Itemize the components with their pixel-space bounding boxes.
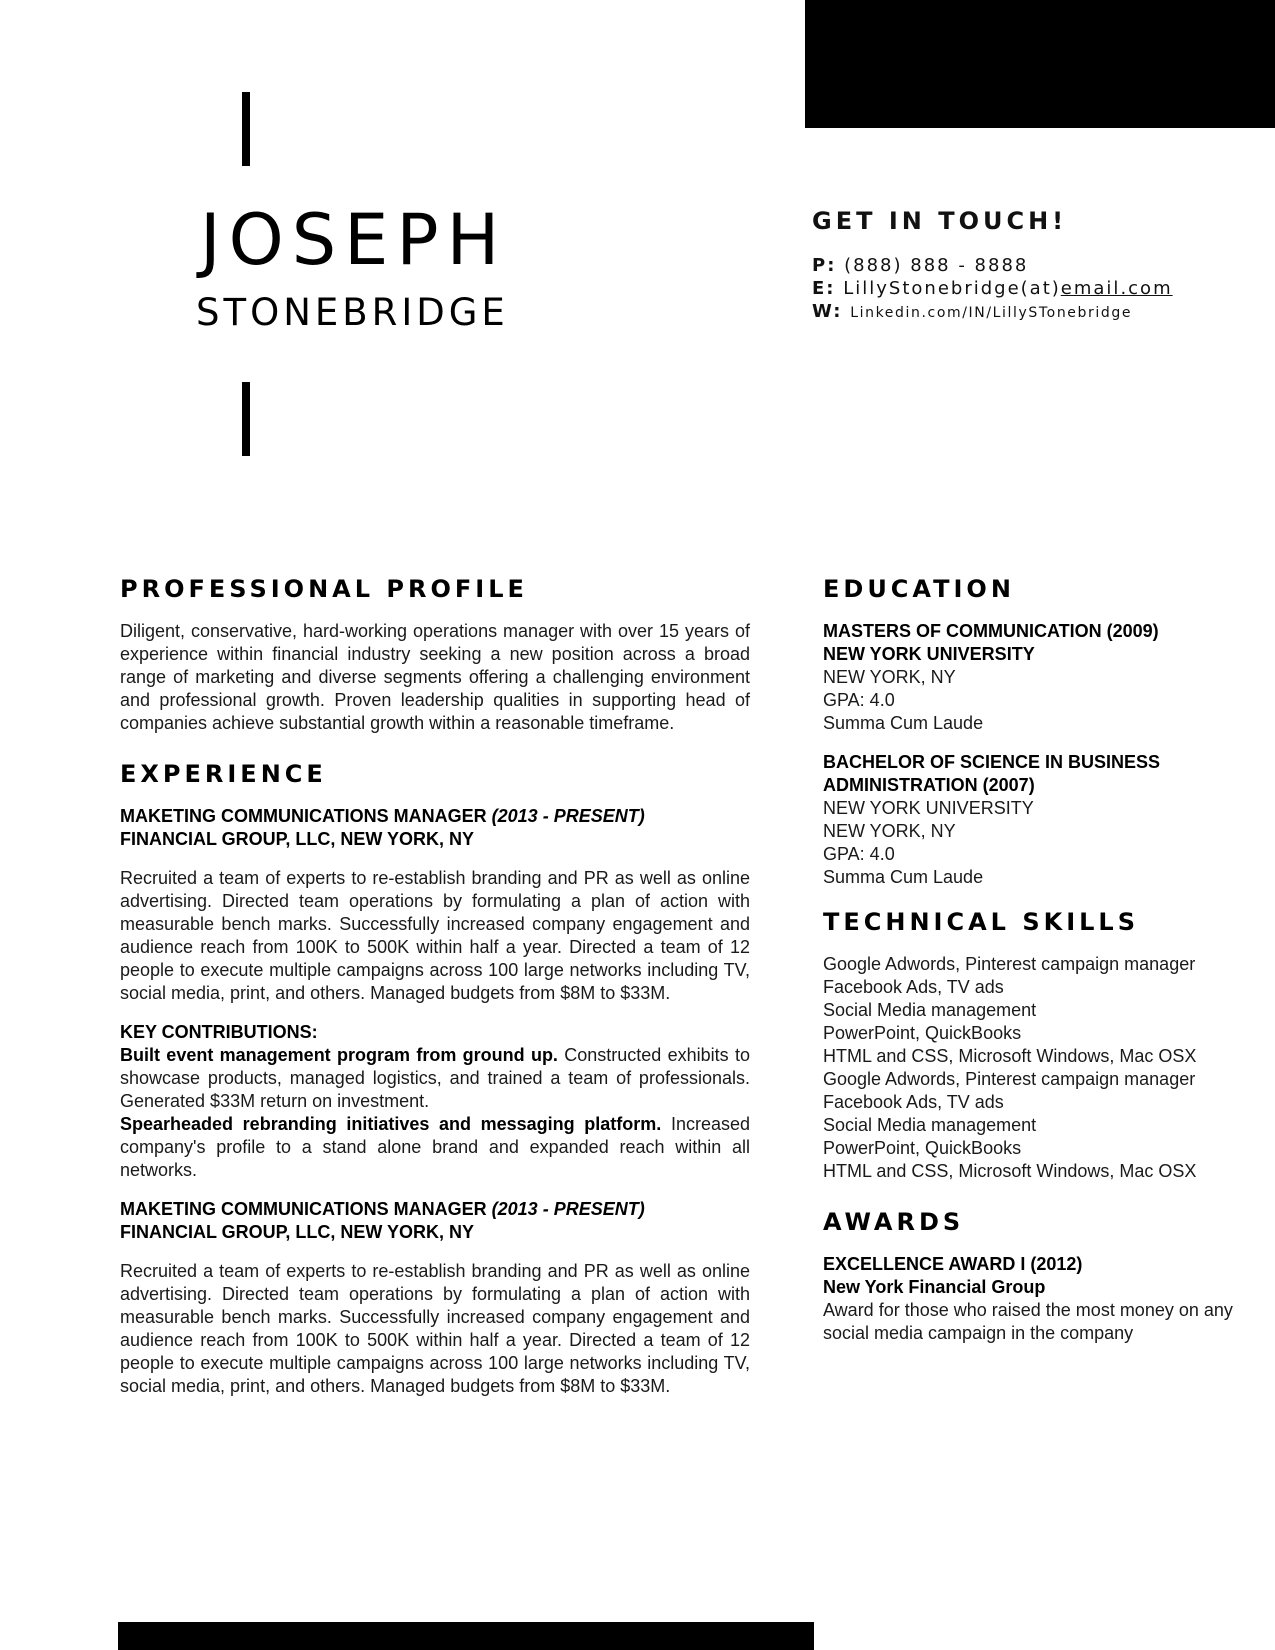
contact-phone [812, 254, 1252, 277]
contact-title: GET IN TOUCH! [812, 207, 1068, 235]
job-title [120, 805, 750, 828]
honors: Summa Cum Laude [823, 713, 984, 733]
name-divider-bottom [242, 382, 250, 456]
first-name: JOSEPH [200, 199, 508, 281]
skill-item: Social Media management [823, 1000, 1037, 1020]
key-contribution: Spearheaded rebranding initiatives and messaging platform. Increased company's profile to a stand alone brand and expanded reach within all networks. [120, 1114, 750, 1180]
education-entry [823, 620, 1243, 735]
job-title [120, 1198, 750, 1221]
skill-item: Facebook Ads, TV ads [823, 1092, 1004, 1112]
web-label: W: [812, 301, 843, 322]
gpa: GPA: 4.0 [823, 690, 895, 710]
education-entry [823, 751, 1243, 889]
job-org: FINANCIAL GROUP, LLC, NEW YORK, NY [120, 1222, 475, 1242]
skills-title: TECHNICAL SKILLS [823, 908, 1139, 936]
phone-label: P: [812, 255, 837, 276]
job-role: MAKETING COMMUNICATIONS MANAGER [120, 1199, 492, 1219]
skills-list [823, 953, 1243, 1183]
job-description: Recruited a team of experts to re-establish branding and PR as well as online advertising. Directed team operations by formulating a plan of action with measurable bench marks. Successfully increased company engagement and audience reach from 100K to 500K within half a year. Directed a team of 12 people to execute multiple campaigns across 100 large networks including TV, social media, print, and others. Managed budgets from $8M to $33M. [120, 868, 750, 1003]
school: NEW YORK UNIVERSITY [823, 644, 1035, 664]
skill-item: HTML and CSS, Microsoft Windows, Mac OSX [823, 1046, 1197, 1066]
degree: BACHELOR OF SCIENCE IN BUSINESS [823, 752, 1161, 772]
email-label: E: [812, 278, 836, 299]
job-entry [120, 805, 750, 1182]
gpa: GPA: 4.0 [823, 844, 895, 864]
contact-web [812, 300, 1252, 325]
phone-value: (888) 888 - 8888 [844, 255, 1029, 276]
honors: Summa Cum Laude [823, 867, 984, 887]
contact-email [812, 277, 1252, 300]
experience-title: EXPERIENCE [120, 760, 327, 788]
skill-item: Social Media management [823, 1115, 1037, 1135]
award-description: Award for those who raised the most money on any social media campaign in the company [823, 1300, 1233, 1343]
job-dates: (2013 - PRESENT) [491, 806, 645, 826]
contact-section [812, 204, 1252, 325]
job-entry [120, 1198, 750, 1398]
awards-title: AWARDS [823, 1208, 965, 1236]
header-black-block [805, 0, 1275, 128]
skill-item: PowerPoint, QuickBooks [823, 1023, 1022, 1043]
degree: ADMINISTRATION (2007) [823, 775, 1035, 795]
key-contribution: Built event management program from ground up. Constructed exhibits to showcase products, managed logistics, and trained a team of professionals. Generated $33M return on investment. [120, 1045, 750, 1111]
job-org: FINANCIAL GROUP, LLC, NEW YORK, NY [120, 829, 475, 849]
skill-item: PowerPoint, QuickBooks [823, 1138, 1022, 1158]
skill-item: Google Adwords, Pinterest campaign manager [823, 954, 1196, 974]
email-domain-link[interactable]: email.com [1060, 278, 1173, 299]
school: NEW YORK UNIVERSITY [823, 798, 1034, 818]
profile-title: PROFESSIONAL PROFILE [120, 575, 528, 603]
key-contributions-title: KEY CONTRIBUTIONS: [120, 1022, 318, 1042]
education-title: EDUCATION [823, 575, 1015, 603]
skill-item: HTML and CSS, Microsoft Windows, Mac OSX [823, 1161, 1197, 1181]
location: NEW YORK, NY [823, 821, 956, 841]
degree: MASTERS OF COMMUNICATION (2009) [823, 621, 1159, 641]
location: NEW YORK, NY [823, 667, 956, 687]
award-name: EXCELLENCE AWARD I (2012) [823, 1254, 1083, 1274]
web-value: Linkedin.com/IN/LillySTonebridge [850, 305, 1133, 321]
last-name: STONEBRIDGE [196, 291, 509, 334]
email-user: LillyStonebridge(at) [843, 278, 1061, 299]
job-role: MAKETING COMMUNICATIONS MANAGER [120, 806, 492, 826]
skill-item: Google Adwords, Pinterest campaign manager [823, 1069, 1196, 1089]
left-column [120, 572, 750, 1398]
footer-black-bar [118, 1622, 814, 1650]
award-org: New York Financial Group [823, 1277, 1046, 1297]
name-divider-top [242, 92, 250, 166]
job-description: Recruited a team of experts to re-establish branding and PR as well as online advertising. Directed team operations by formulating a plan of action with measurable bench marks. Successfully increased company engagement and audience reach from 100K to 500K within half a year. Directed a team of 12 people to execute multiple campaigns across 100 large networks including TV, social media, print, and others. Managed budgets from $8M to $33M. [120, 1261, 750, 1396]
profile-text: Diligent, conservative, hard-working operations manager with over 15 years of experience within financial industry seeking a new position across a broad range of marketing and diverse segments offering a challenging environment and professional growth. Proven leadership qualities in supporting head of companies achieve substantial growth within a reasonable timeframe. [120, 621, 750, 733]
skill-item: Facebook Ads, TV ads [823, 977, 1004, 997]
right-column [823, 572, 1243, 1345]
job-dates: (2013 - PRESENT) [491, 1199, 645, 1219]
